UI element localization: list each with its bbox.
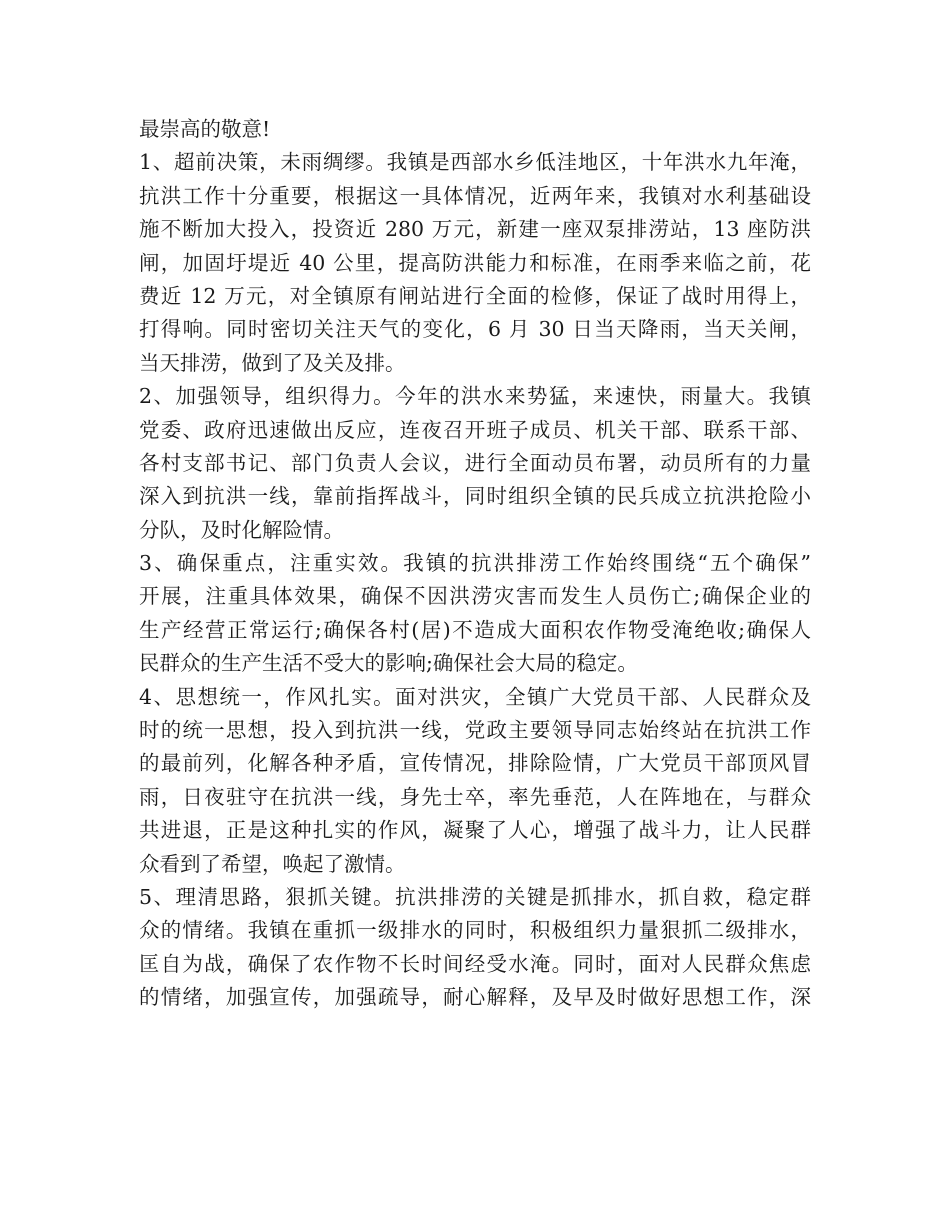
text-line: 4、思想统一，作风扎实。面对洪灾，全镇广大党员干部、人民群众及	[139, 684, 811, 709]
text-line: 施不断加大投入，投资近 280 万元，新建一座双泵排涝站，13 座防洪	[139, 217, 811, 242]
text-line: 党委、政府迅速做出反应，连夜召开班子成员、机关干部、联系干部、	[139, 417, 811, 442]
text-line: 5、理清思路，狠抓关键。抗洪排涝的关键是抓排水，抓自救，稳定群	[139, 884, 811, 909]
text-line: 深入到抗洪一线，靠前指挥战斗，同时组织全镇的民兵成立抗洪抢险小	[139, 484, 811, 509]
text-line: 各村支部书记、部门负责人会议，进行全面动员布署，动员所有的力量	[139, 450, 811, 475]
text-line: 1、超前决策，未雨绸缪。我镇是西部水乡低洼地区，十年洪水九年淹，	[139, 150, 811, 175]
text-line: 闸，加固圩堤近 40 公里，提高防洪能力和标准，在雨季来临之前，花	[139, 250, 811, 275]
document-body	[139, 113, 811, 1015]
text-line: 众看到了希望，唤起了激情。	[139, 851, 406, 876]
text-line: 费近 12 万元，对全镇原有闸站进行全面的检修，保证了战时用得上，	[139, 283, 811, 308]
text-line: 民群众的生产生活不受大的影响;确保社会大局的稳定。	[139, 651, 638, 676]
text-line: 时的统一思想，投入到抗洪一线，党政主要领导同志始终站在抗洪工作	[139, 718, 811, 743]
text-line: 的最前列，化解各种矛盾，宣传情况，排除险情，广大党员干部顶风冒	[139, 751, 811, 776]
text-line: 众的情绪。我镇在重抓一级排水的同时，积极组织力量狠抓二级排水，	[139, 918, 811, 943]
text-line: 生产经营正常运行;确保各村(居)不造成大面积农作物受淹绝收;确保人	[139, 617, 811, 642]
text-line: 抗洪工作十分重要，根据这一具体情况，近两年来，我镇对水利基础设	[139, 183, 811, 208]
text-line: 共进退，正是这种扎实的作风，凝聚了人心，增强了战斗力，让人民群	[139, 818, 811, 843]
text-line: 匡自为战，确保了农作物不长时间经受水淹。同时，面对人民群众焦虑	[139, 951, 811, 976]
text-line: 开展，注重具体效果，确保不因洪涝灾害而发生人员伤亡;确保企业的	[139, 584, 811, 609]
text-line: 雨，日夜驻守在抗洪一线，身先士卒，率先垂范，人在阵地在，与群众	[139, 784, 811, 809]
text-line: 2、加强领导，组织得力。今年的洪水来势猛，来速快，雨量大。我镇	[139, 384, 811, 409]
text-line: 分队，及时化解险情。	[139, 517, 344, 542]
text-line: 的情绪，加强宣传，加强疏导，耐心解释，及早及时做好思想工作，深	[139, 985, 811, 1010]
text-line: 最崇高的敬意!	[139, 117, 271, 141]
text-line: 3、确保重点，注重实效。我镇的抗洪排涝工作始终围绕“五个确保”	[139, 551, 811, 576]
text-line: 当天排涝，做到了及关及排。	[139, 350, 406, 375]
text-line: 打得响。同时密切关注天气的变化，6 月 30 日当天降雨，当天关闸，	[139, 317, 811, 342]
